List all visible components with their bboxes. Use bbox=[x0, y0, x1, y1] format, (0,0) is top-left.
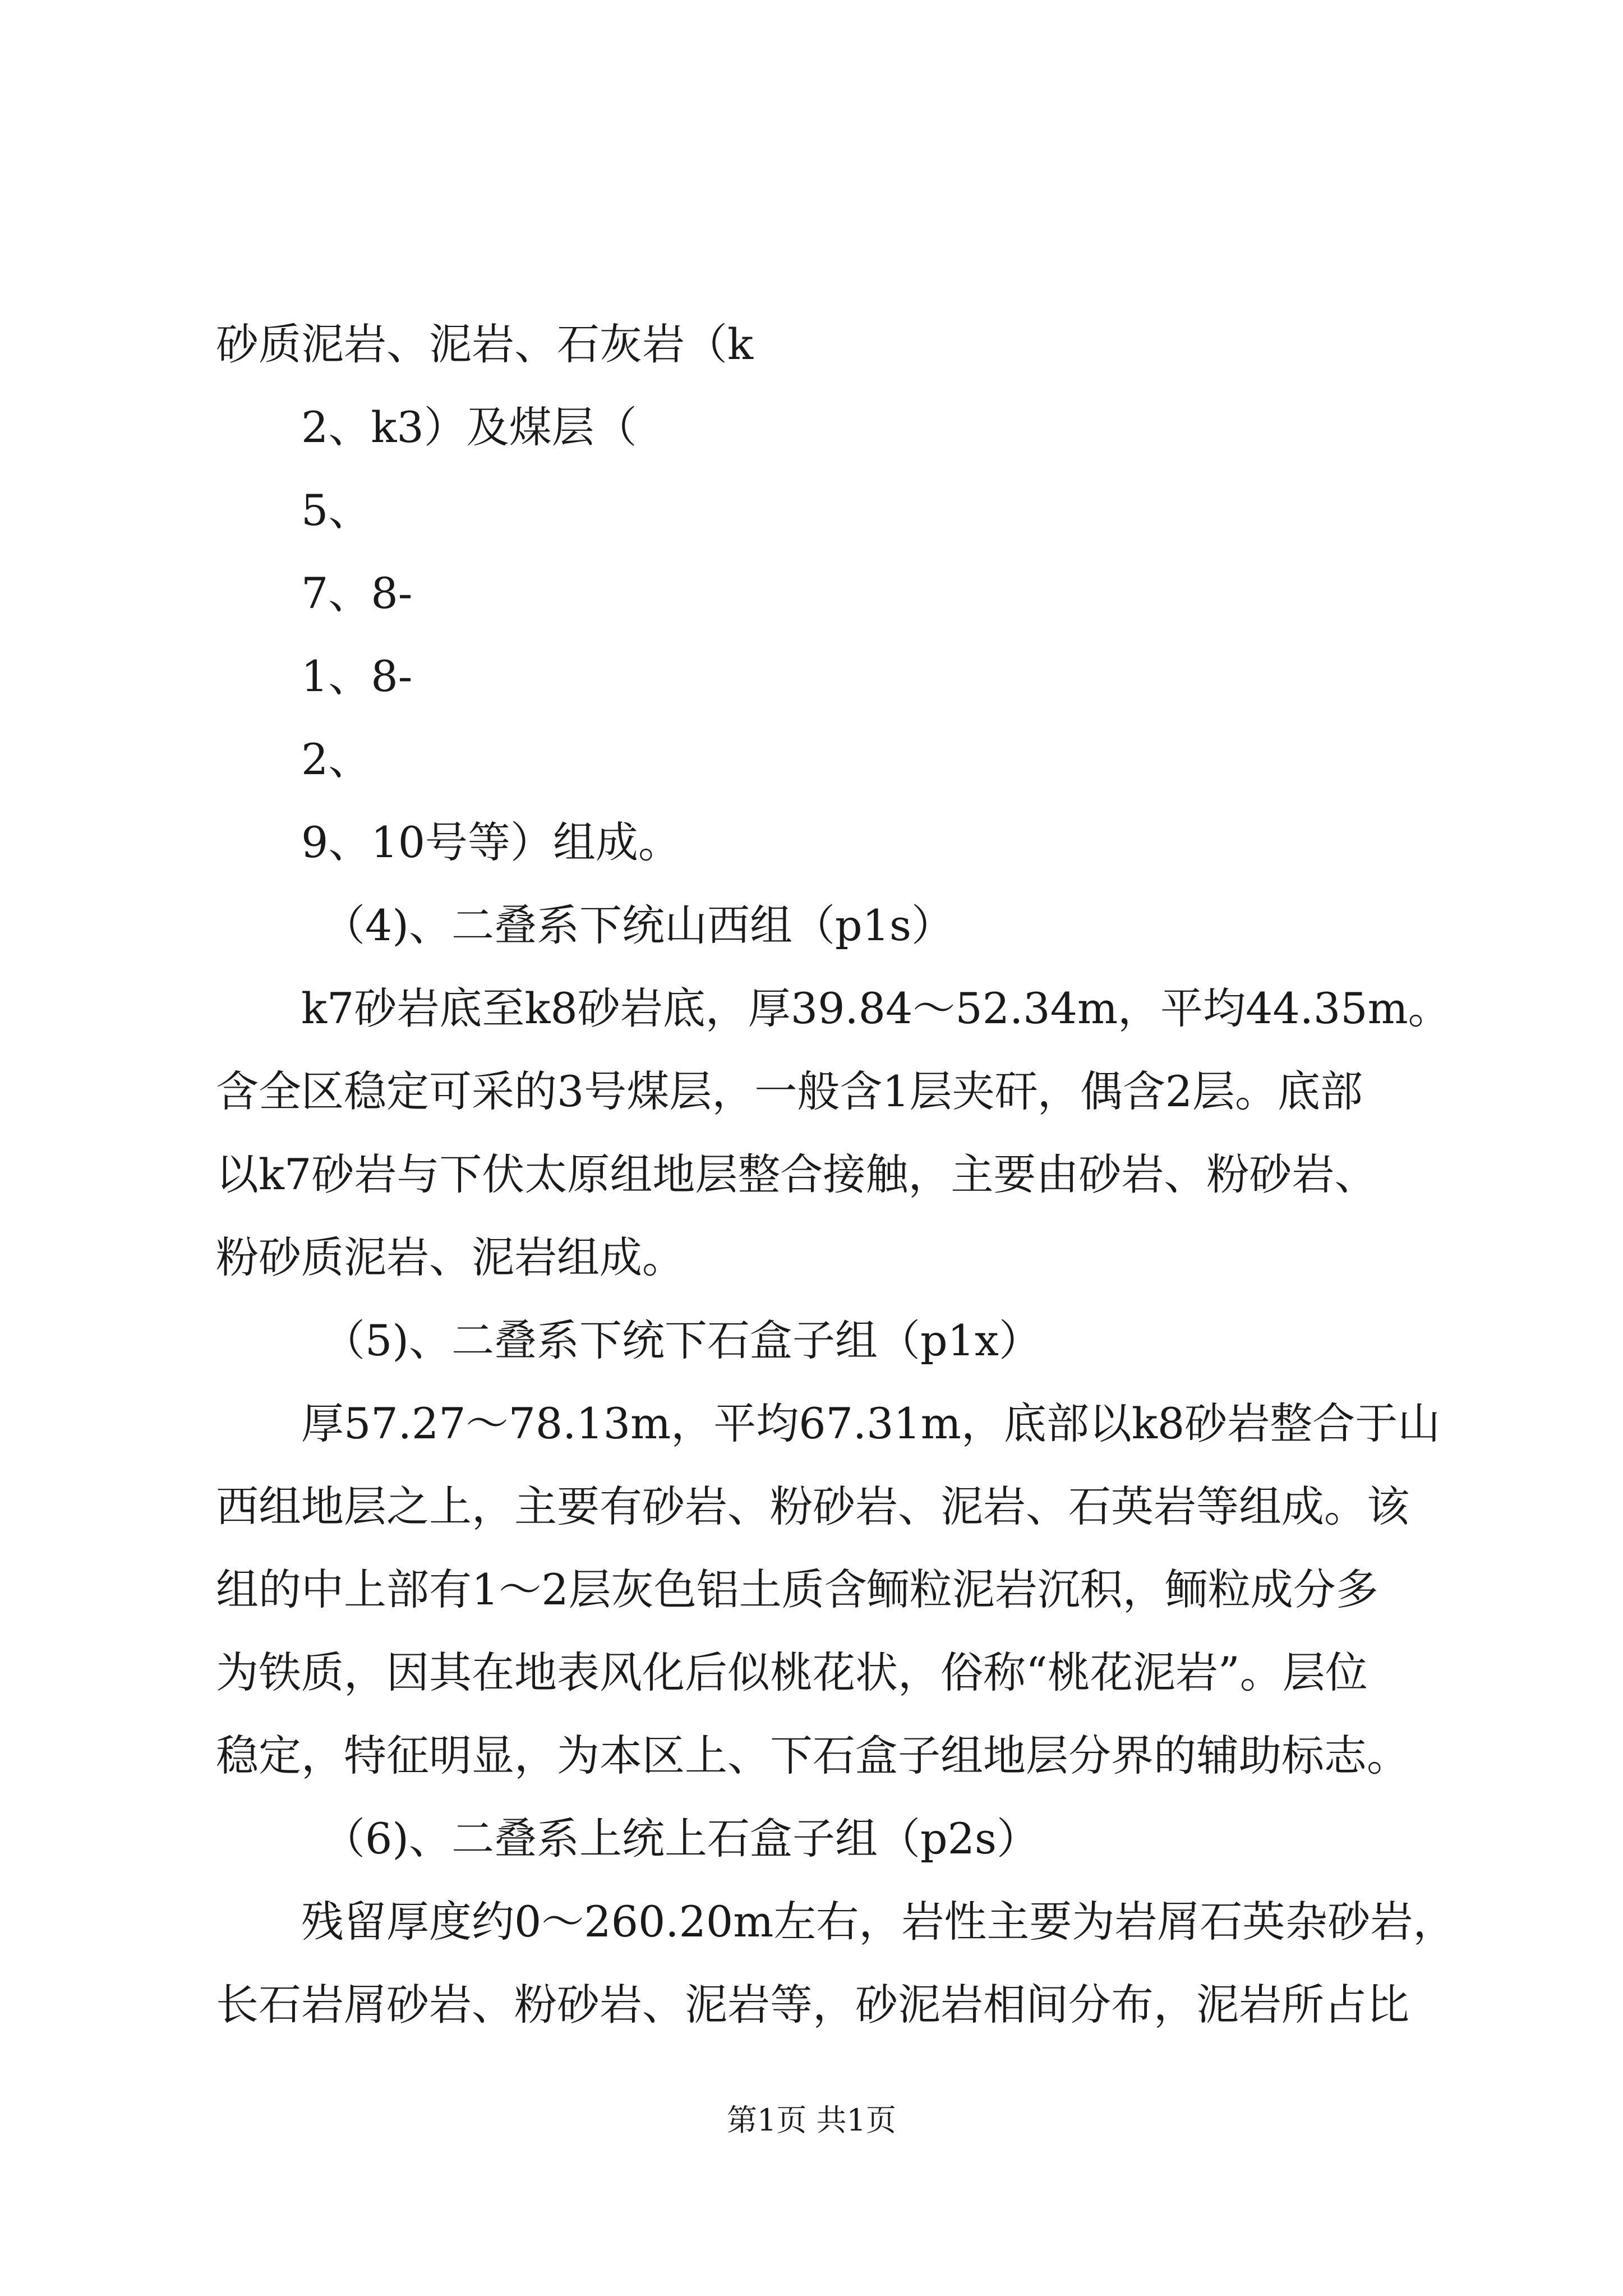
text-line: k7砂岩底至k8砂岩底，厚39.84～52.34m，平均44.35m。 bbox=[301, 983, 1451, 1033]
text-line: 2、 bbox=[301, 734, 371, 784]
text-line: 以k7砂岩与下伏太原组地层整合接触，主要由砂岩、粉砂岩、 bbox=[216, 1149, 1377, 1199]
text-line: 为铁质，因其在地表风化后似桃花状，俗称“桃花泥岩”。层位 bbox=[216, 1648, 1368, 1697]
text-line: 西组地层之上，主要有砂岩、粉砂岩、泥岩、石英岩等组成。该 bbox=[216, 1481, 1409, 1531]
text-line: 砂质泥岩、泥岩、石灰岩（k bbox=[216, 319, 754, 369]
text-line: 稳定，特征明显，为本区上、下石盒子组地层分界的辅助标志。 bbox=[216, 1731, 1409, 1780]
text-line: 粉砂质泥岩、泥岩组成。 bbox=[216, 1232, 685, 1282]
text-line: 残留厚度约0～260.20m左右，岩性主要为岩屑石英杂砂岩， bbox=[301, 1897, 1456, 1947]
document-body bbox=[216, 303, 1456, 2046]
text-line: 5、 bbox=[301, 485, 371, 535]
text-line: 2、k3）及煤层（ bbox=[301, 402, 637, 452]
section-heading-shanxi: （4)、二叠系下统山西组（p1s） bbox=[322, 900, 955, 950]
text-line: 7、8- bbox=[301, 568, 413, 618]
page-number-footer: 第1页 共1页 bbox=[727, 2102, 896, 2138]
section-heading-lower-shihezi: （5)、二叠系下统下石盒子组（p1x） bbox=[322, 1315, 1041, 1365]
text-line: 长石岩屑砂岩、粉砂岩、泥岩等，砂泥岩相间分布，泥岩所占比 bbox=[216, 1980, 1409, 2030]
section-heading-upper-shihezi: （6)、二叠系上统上石盒子组（p2s） bbox=[322, 1814, 1040, 1864]
text-line: 含全区稳定可采的3号煤层，一般含1层夹矸，偶含2层。底部 bbox=[216, 1066, 1363, 1116]
text-line: 9、10号等）组成。 bbox=[301, 817, 681, 867]
text-line: 组的中上部有1～2层灰色铝土质含鲕粒泥岩沉积，鲕粒成分多 bbox=[216, 1565, 1378, 1614]
text-line: 厚57.27～78.13m，平均67.31m，底部以k8砂岩整合于山 bbox=[301, 1398, 1441, 1448]
text-line: 1、8- bbox=[301, 651, 413, 701]
